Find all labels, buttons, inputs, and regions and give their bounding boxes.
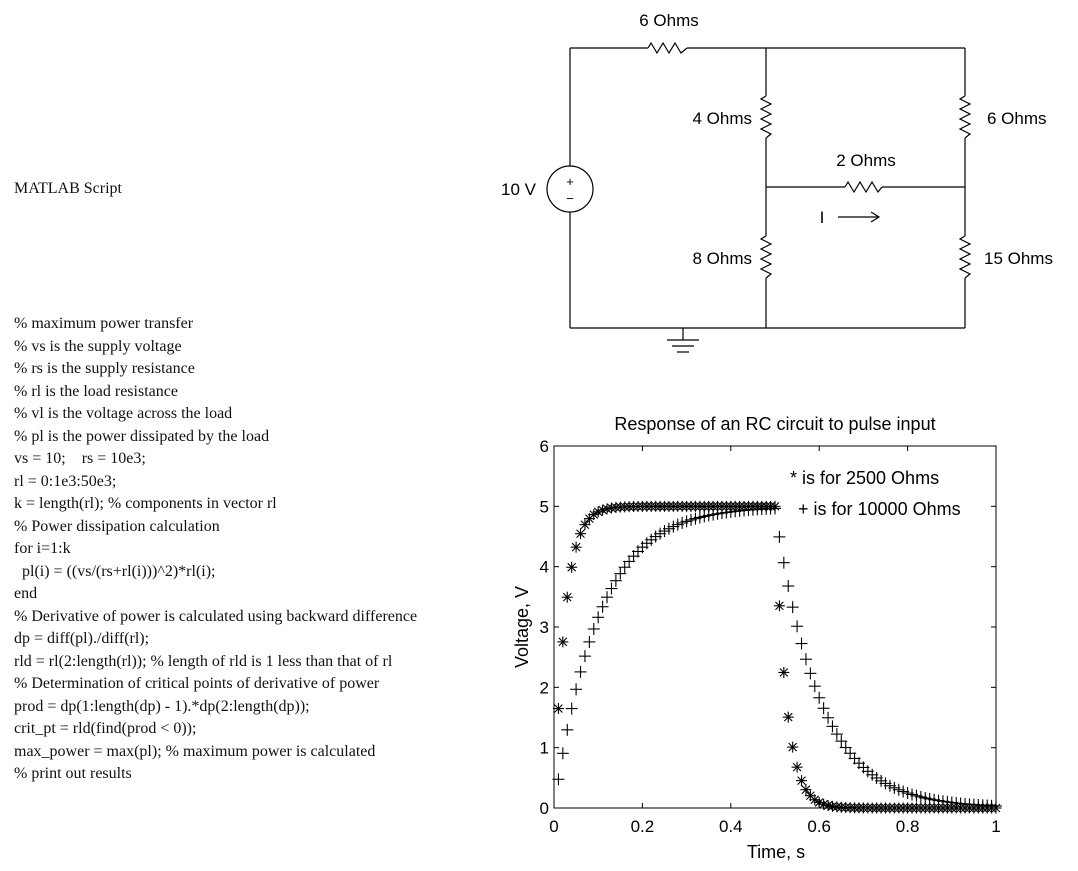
y-tick-label: 1 [539, 738, 549, 758]
code-line: % Derivative of power is calculated using backward difference [14, 607, 418, 625]
code-line: vs = 10; rs = 10e3; [14, 450, 146, 467]
y-tick-label: 0 [539, 799, 549, 818]
data-point-star [774, 600, 785, 611]
code-line: crit_pt = rld(find(prod < 0)); [14, 720, 197, 737]
resistor-right-lower [960, 236, 970, 278]
data-point-star [553, 703, 564, 714]
data-point-star [575, 528, 586, 539]
x-tick-label: 1 [991, 817, 1001, 836]
data-point-star [571, 542, 582, 553]
code-line: max_power = max(pl); % maximum power is calculated [14, 742, 376, 760]
code-line: % Determination of critical points of derivative of power [14, 675, 380, 692]
matlab-script [14, 133, 514, 808]
resistor-bridge [845, 182, 882, 192]
data-point-star [787, 742, 798, 753]
data-point-star [557, 636, 568, 647]
source-minus: − [566, 191, 574, 206]
y-axis-label: Voltage, V [512, 585, 532, 669]
code-line: % vl is the voltage across the load [14, 405, 233, 422]
rc-response-chart [500, 400, 1070, 868]
circuit-diagram [480, 0, 1078, 370]
code-line: pl(i) = ((vs/(rs+rl(i)))^2)*rl(i); [14, 562, 216, 580]
code-line: % pl is the power dissipated by the load [14, 427, 270, 445]
resistor-mid-upper [761, 96, 771, 138]
script-heading: MATLAB Script [14, 180, 122, 197]
data-point-star [778, 667, 789, 678]
label-r-right-upper: 6 Ohms [987, 109, 1047, 128]
data-point-star [579, 519, 590, 530]
source-plus: + [566, 174, 574, 189]
x-tick-label: 0.6 [807, 817, 832, 836]
chart-title: Response of an RC circuit to pulse input [614, 414, 936, 434]
code-line: prod = dp(1:length(dp) - 1).*dp(2:length(dp)); [14, 697, 310, 715]
code-line: rld = rl(2:length(rl)); % length of rld is 1 less than that of rl [14, 652, 393, 670]
code-line: k = length(rl); % components in vector rl [14, 495, 277, 512]
label-r-right-lower: 15 Ohms [984, 249, 1053, 268]
x-tick-label: 0.8 [895, 817, 920, 836]
y-tick-label: 6 [539, 437, 549, 456]
data-point-star [562, 592, 573, 603]
x-tick-label: 0.2 [630, 817, 655, 836]
code-line: % rl is the load resistance [14, 382, 178, 400]
label-r-mid-lower: 8 Ohms [692, 249, 752, 268]
code-line: rl = 0:1e3:50e3; [14, 472, 117, 490]
resistor-mid-lower [761, 236, 771, 278]
y-tick-label: 3 [539, 618, 549, 637]
data-point-star [792, 762, 803, 773]
data-point-star [566, 562, 577, 573]
code-line: % maximum power transfer [14, 315, 194, 332]
data-point-star [800, 784, 811, 795]
source-label: 10 V [501, 180, 536, 199]
data-point-star [783, 712, 794, 723]
x-tick-label: 0.4 [718, 817, 743, 836]
annotation-plus: + is for 10000 Ohms [798, 499, 961, 519]
code-line: end [14, 585, 38, 602]
label-current: I [819, 208, 825, 227]
label-r-top: 6 Ohms [639, 11, 699, 30]
code-line: dp = diff(pl)./diff(rl); [14, 630, 150, 647]
resistor-right-upper [960, 96, 970, 138]
script-spacer [14, 246, 514, 269]
label-r-mid-upper: 4 Ohms [692, 109, 752, 128]
code-line: % print out results [14, 765, 132, 782]
resistor-top [648, 43, 687, 53]
annotation-star: * is for 2500 Ohms [790, 468, 940, 488]
x-axis-label: Time, s [746, 842, 806, 862]
y-tick-label: 5 [539, 497, 549, 517]
data-point-star [593, 506, 604, 517]
data-point-star [814, 797, 825, 808]
label-r-bridge: 2 Ohms [836, 151, 896, 170]
y-tick-label: 4 [539, 557, 549, 577]
script-lines [14, 313, 514, 786]
code-line: % vs is the supply voltage [14, 337, 182, 355]
code-line: % Power dissipation calculation [14, 517, 220, 535]
data-point-star [796, 775, 807, 786]
y-tick-label: 2 [539, 678, 549, 698]
x-tick-label: 0 [549, 817, 559, 836]
code-line: % rs is the supply resistance [14, 360, 195, 377]
code-line: for i=1:k [14, 540, 71, 557]
